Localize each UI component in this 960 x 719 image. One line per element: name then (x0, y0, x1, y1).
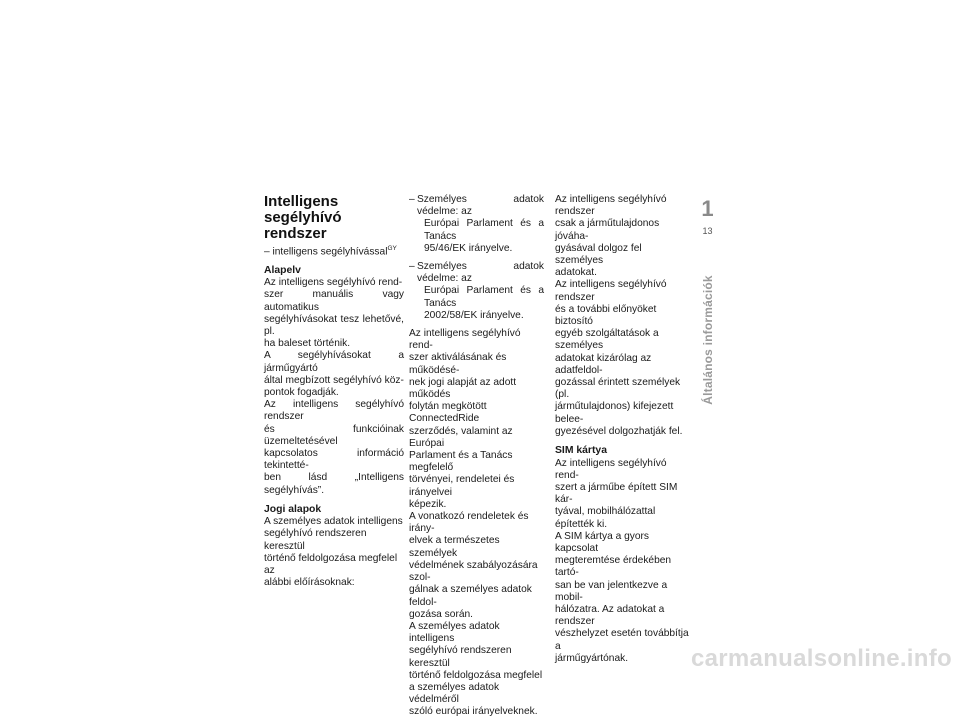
text-line: elvek a természetes személyek (409, 535, 500, 559)
text-line: Az intelligens segélyhívó rendszer (555, 194, 667, 218)
text-line: és a további előnyöket biztosító (555, 303, 657, 328)
text-line: védelmének szabályozására szol- (409, 559, 538, 584)
text-line: Az intelligens segélyhívó rend- (264, 277, 403, 289)
text-line: gálnak a személyes adatok feldol- (409, 584, 532, 608)
text-line: ben lásd „Intelligens segélyhívás”. (264, 472, 404, 496)
watermark: carmanualsonline.info (690, 645, 952, 672)
text-line: szert a járműbe épített SIM kár- (555, 481, 678, 506)
text-line: Az intelligens segélyhívó rend- (555, 457, 667, 481)
text-line: segélyhívó rendszeren keresztül (264, 528, 367, 552)
title-line-2: rendszer (264, 225, 327, 242)
text-line: vészhelyzet esetén továbbítja a (555, 628, 689, 652)
text-line: gozása során. (409, 608, 473, 620)
text-line: segélyhívó rendszeren keresztül (409, 645, 512, 669)
text-line: adatokat kizárólag az adatfeldol- (555, 352, 652, 376)
text-line: történő feldolgozása megfelel (409, 669, 543, 681)
text-line: pontok fogadják. (264, 386, 339, 398)
text-line: szer aktiválásának és működésé- (409, 352, 507, 376)
paragraph-consent (555, 194, 689, 438)
text-line: Az intelligens segélyhívó rend- (409, 328, 521, 352)
column-3 (555, 194, 689, 665)
paragraph-legal-basis (409, 328, 544, 719)
text-line: csak a járműtulajdonos jóváha- (555, 218, 660, 242)
text-line: A vonatkozó rendeletek és irány- (409, 511, 529, 535)
bullet-line: 2002/58/EK irányelve. (424, 309, 524, 321)
list-item (409, 261, 544, 322)
text-line: a személyes adatok védelméről (409, 681, 500, 706)
bullet-line: Európai Parlament és a Tanács (424, 285, 544, 309)
text-line: hálózatra. Az adatokat a rendszer (555, 604, 665, 628)
text-line: megteremtése érdekében tartó- (555, 555, 672, 579)
heading-alapelv: Alapelv (264, 264, 301, 276)
section-title-vertical: Általános információk (701, 275, 715, 405)
column-1 (264, 194, 404, 589)
text-line: által megbízott segélyhívó köz- (264, 374, 404, 386)
text-line: san be van jelentkezve a mobil- (555, 579, 668, 603)
paragraph-alapelv (264, 277, 404, 497)
text-line: A SIM kártya a gyors kapcsolat (555, 530, 649, 554)
text-line: tyával, mobilhálózattal építették ki. (555, 506, 656, 530)
text-line: gyásával dolgoz fel személyes (555, 242, 642, 267)
text-line: szóló európai irányelveknek. (409, 706, 538, 718)
text-line: járműgyártónak. (555, 652, 629, 664)
text-line: és funkcióinak üzemeltetésével (264, 423, 404, 447)
text-line: segélyhívásokat tesz lehetővé, pl. (264, 313, 404, 337)
text-line: gozással érintett személyek (pl. (555, 377, 681, 401)
text-line: adatokat. (555, 267, 597, 279)
subtitle-superscript: GY (387, 245, 397, 252)
page-title (264, 194, 404, 242)
page-number: 13 (702, 226, 713, 236)
heading-sim-kartya: SIM kártya (555, 445, 607, 457)
text-line: gyezésével dolgozhatják fel. (555, 425, 683, 437)
text-line: törvényei, rendeletei és irányelvei (409, 474, 515, 498)
bullet-line: 95/46/EK irányelve. (424, 242, 513, 254)
text-line: szer manuális vagy automatikus (264, 289, 404, 313)
text-line: folytán megkötött ConnectedRide (409, 401, 487, 425)
text-line: kapcsolatos információ tekintetté- (264, 447, 404, 472)
list-item (409, 194, 544, 255)
text-line: nek jogi alapját az adott működés (409, 376, 517, 401)
text-line: ha baleset történik. (264, 338, 351, 350)
text-line: A személyes adatok intelligens (264, 516, 403, 528)
column-2 (409, 194, 544, 719)
text-line: történő feldolgozása megfelel az (264, 552, 398, 577)
bullet-first-line: Személyes adatok védelme: az (417, 261, 544, 285)
subtitle-text: – intelligens segélyhívással (264, 246, 388, 258)
paragraph-sim-kartya (555, 458, 689, 665)
title-line-1: Intelligens segélyhívó (264, 193, 342, 226)
text-line: Az intelligens segélyhívó rendszer (264, 399, 404, 423)
bullet-dash: – (409, 194, 415, 205)
heading-jogi-alapok: Jogi alapok (264, 503, 322, 515)
bullet-line: Európai Parlament és a Tanács (424, 218, 544, 242)
text-line: képezik. (409, 498, 447, 510)
page-subtitle (264, 243, 404, 259)
text-line: egyéb szolgáltatások a személyes (555, 328, 659, 352)
text-line: alábbi előírásoknak: (264, 577, 355, 589)
text-line: Parlament és a Tanács megfelelő (409, 450, 513, 474)
chapter-number: 1 (701, 196, 714, 221)
text-line: Az intelligens segélyhívó rendszer (555, 279, 667, 303)
text-line: A személyes adatok intelligens (409, 620, 500, 645)
bullet-dash: – (409, 261, 415, 273)
bullet-first-line: Személyes adatok védelme: az (417, 194, 544, 218)
paragraph-jogi-alapok (264, 516, 404, 589)
text-line: A segélyhívásokat a járműgyártó (264, 350, 404, 374)
text-line: szerződés, valamint az Európai (409, 425, 513, 449)
text-line: járműtulajdonos) kifejezett belee- (555, 401, 674, 425)
